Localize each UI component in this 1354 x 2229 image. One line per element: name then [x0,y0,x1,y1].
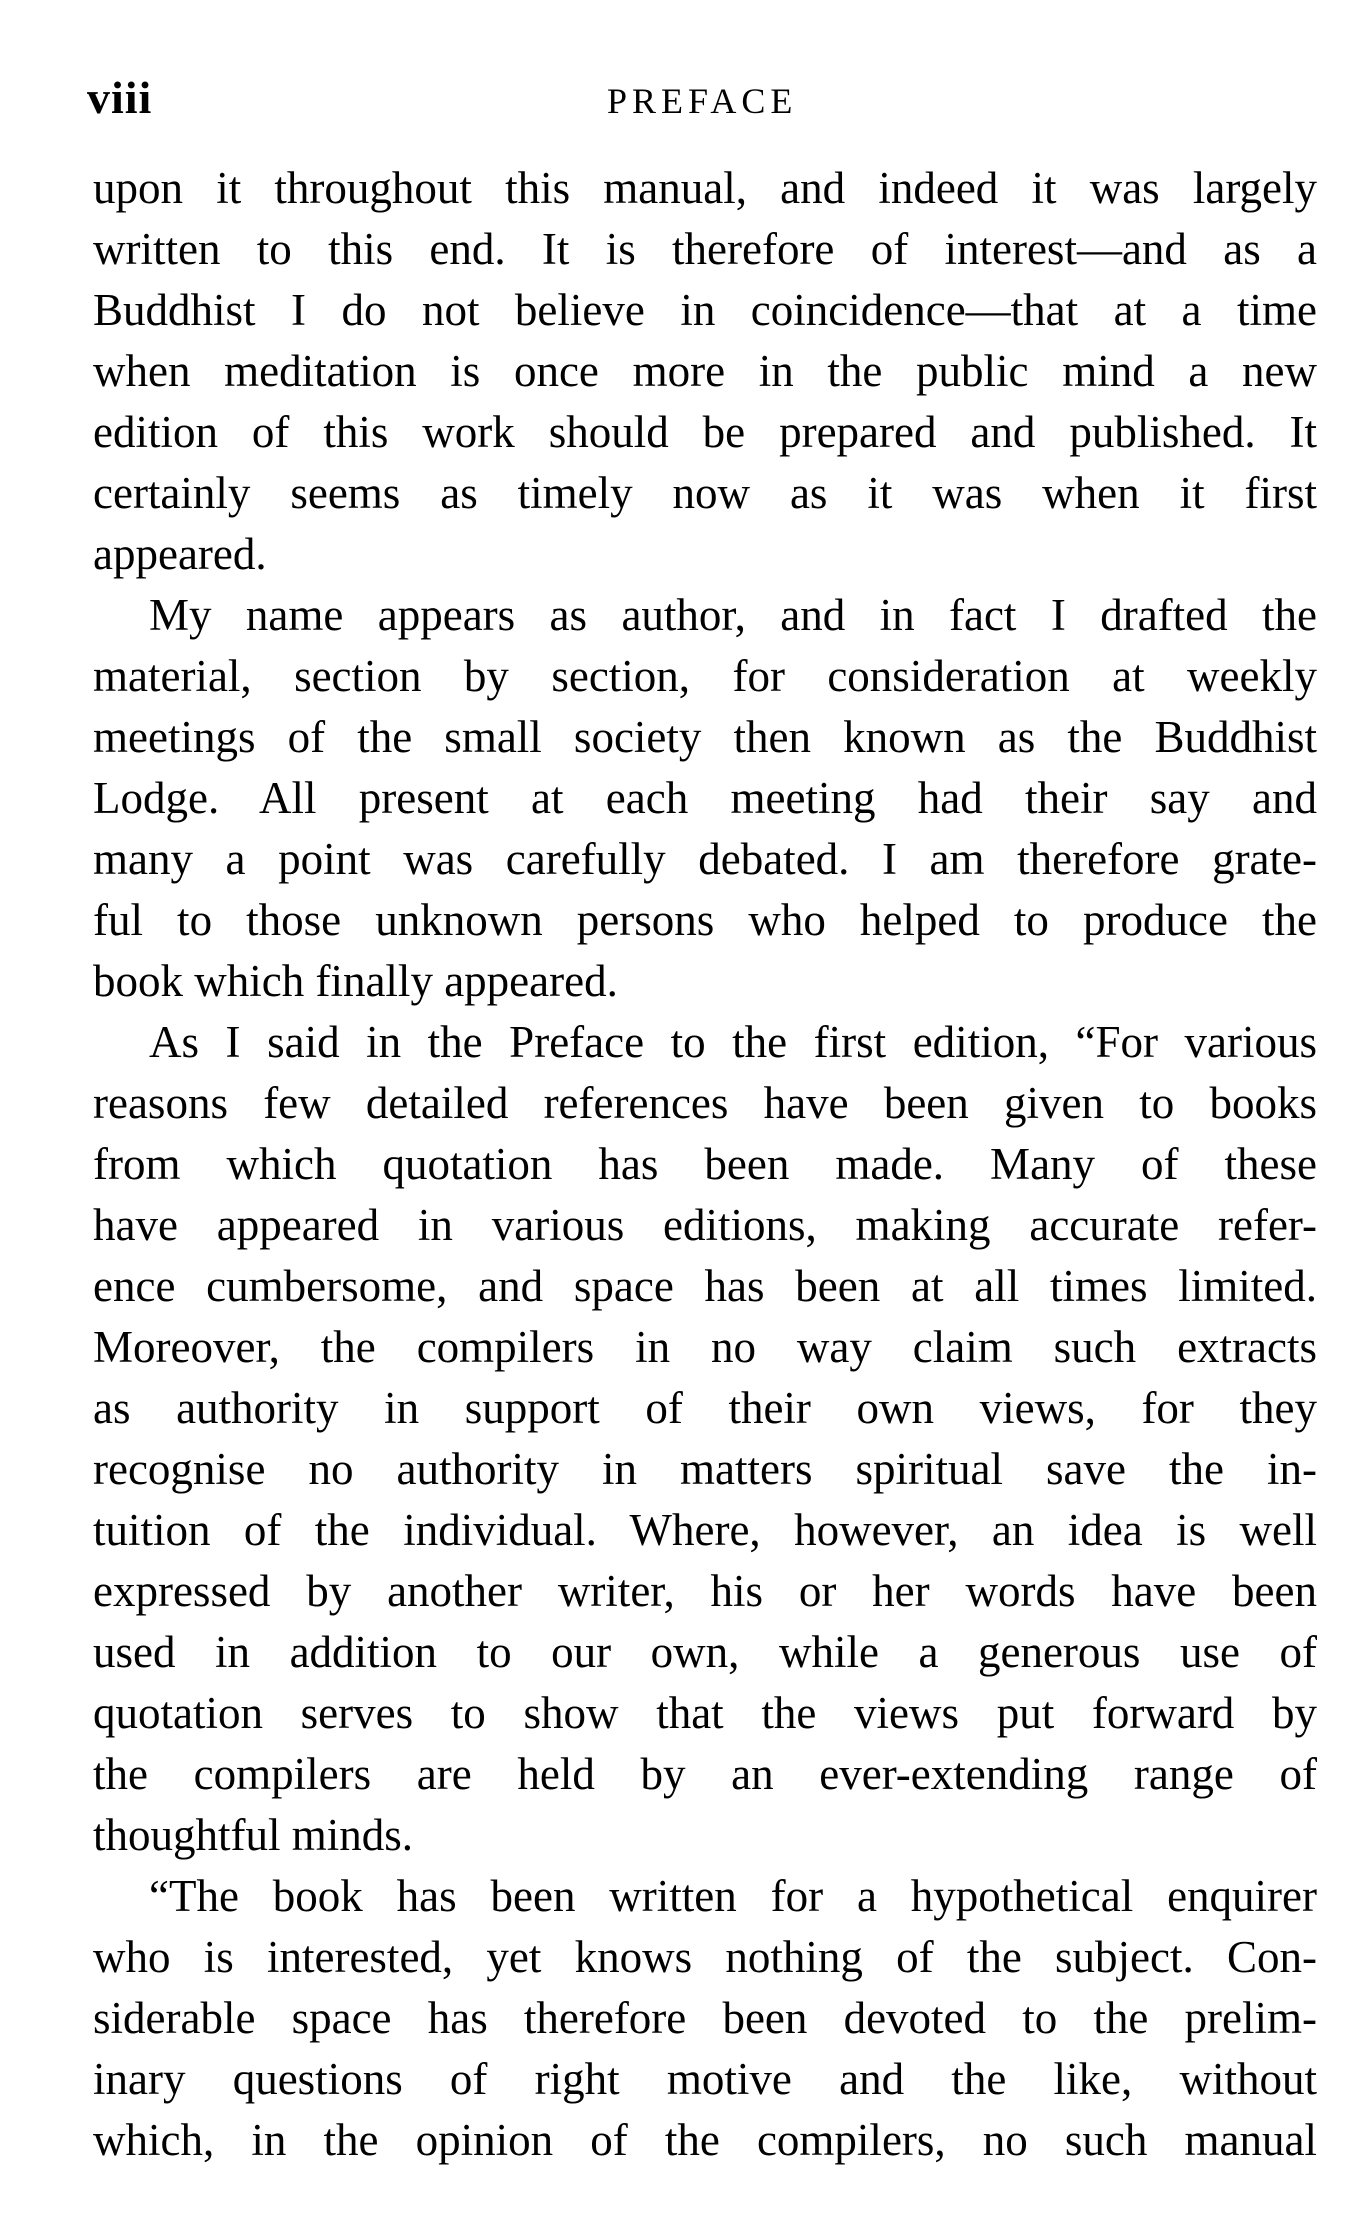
text-line: thoughtful minds. [93,1810,414,1860]
text-line: who is interested, yet knows nothing of the subject. Con- [93,1932,1317,1982]
running-head [87,68,1317,128]
paragraph-2 [93,585,1317,1012]
text-line: expressed by another writer, his or her words have been [93,1566,1317,1616]
text-line: material, section by section, for consideration at weekly [93,651,1317,701]
text-line: which, in the opinion of the compilers, no such manual [93,2115,1317,2165]
text-line: Moreover, the compilers in no way claim such extracts [93,1322,1317,1372]
text-line: appeared. [93,529,267,579]
text-line: used in addition to our own, while a generous use of [93,1627,1317,1677]
running-title: PREFACE [607,81,798,121]
text-line: My name appears as author, and in fact I drafted the [149,590,1317,640]
text-line: recognise no authority in matters spiritual save the in- [93,1444,1317,1494]
text-line: from which quotation has been made. Many of these [93,1139,1317,1189]
text-line: have appeared in various editions, making accurate refer- [93,1200,1317,1250]
text-line: quotation serves to show that the views put forward by [93,1688,1317,1738]
text-line: siderable space has therefore been devoted to the prelim- [93,1993,1317,2043]
text-line: when meditation is once more in the public mind a new [93,346,1317,396]
text-line: “The book has been written for a hypothetical enquirer [149,1871,1317,1921]
text-line: ful to those unknown persons who helped to produce the [93,895,1317,945]
text-line: many a point was carefully debated. I am therefore grate- [93,834,1317,884]
text-line: upon it throughout this manual, and indeed it was largely [93,163,1317,213]
paragraph-3 [93,1012,1317,1866]
text-line: edition of this work should be prepared and published. It [93,407,1317,457]
text-line: meetings of the small society then known as the Buddhist [93,712,1317,762]
text-line: Buddhist I do not believe in coincidence—that at a time [93,285,1317,335]
text-line: ence cumbersome, and space has been at all times limited. [93,1261,1317,1311]
text-line: certainly seems as timely now as it was when it first [93,468,1317,518]
page-number: viii [87,72,153,123]
body-text [93,158,1317,2171]
text-line: the compilers are held by an ever-extending range of [93,1749,1317,1799]
text-line: As I said in the Preface to the first edition, “For various [149,1017,1317,1067]
text-line: Lodge. All present at each meeting had their say and [93,773,1317,823]
text-line: as authority in support of their own views, for they [93,1383,1317,1433]
text-line: written to this end. It is therefore of interest—and as a [93,224,1317,274]
text-line: book which finally appeared. [93,956,618,1006]
paragraph-4 [93,1866,1317,2171]
text-line: tuition of the individual. Where, however, an idea is well [93,1505,1317,1555]
text-line: inary questions of right motive and the like, without [93,2054,1317,2104]
paragraph-1 [93,158,1317,585]
text-line: reasons few detailed references have been given to books [93,1078,1317,1128]
